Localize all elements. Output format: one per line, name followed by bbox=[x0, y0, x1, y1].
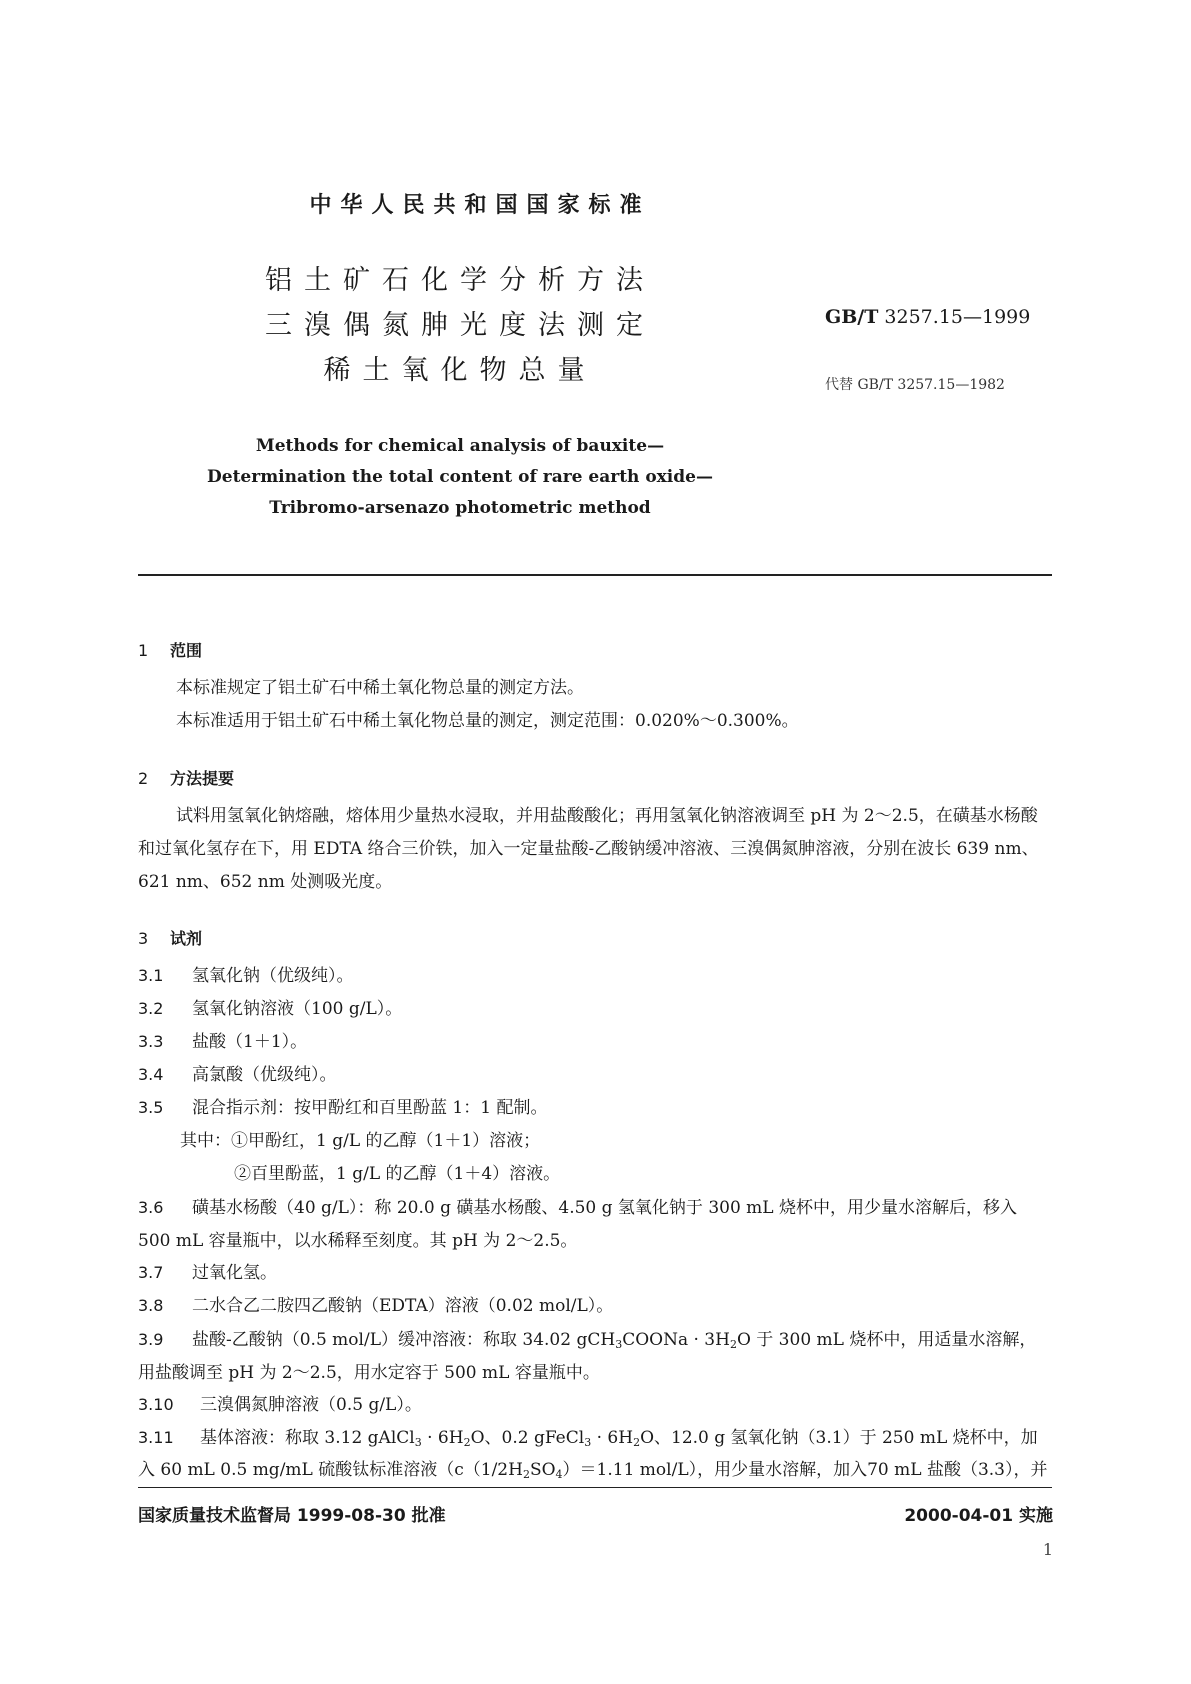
implementation-date: 2000-04-01 实施 bbox=[904, 1506, 1053, 1526]
item-text-c: O 于 300 mL 烧杯中，用适量水溶解，用盐酸调至 pH 为 2～2.5，用水定容于 500 mL 容量瓶中。 bbox=[138, 1330, 1037, 1383]
item-number: 3.11 bbox=[138, 1428, 174, 1447]
reagent-item bbox=[138, 1191, 1052, 1258]
section-2-number: 2 bbox=[138, 769, 149, 788]
reagent-item bbox=[138, 1290, 1052, 1322]
item-number: 3.5 bbox=[138, 1098, 164, 1117]
section-2-para: 试料用氢氧化钠熔融，熔体用少量热水浸取，并用盐酸酸化；再用氢氧化钠溶液调至 pH 为 2～2.5，在磺基水杨酸和过氧化氢存在下，用 EDTA 络合三价铁，加入一定量盐酸-乙酸钠缓冲溶液、三溴偶氮胂溶液，分别在波长 639 nm、621 nm、652 nm 处测吸光度。 bbox=[138, 806, 1039, 892]
english-title-line-1: Methods for chemical analysis of bauxite— bbox=[255, 436, 665, 456]
section-3-heading bbox=[138, 926, 202, 949]
title-line-1: 铝土矿石化学分析方法 bbox=[265, 265, 655, 296]
item-number: 3.6 bbox=[138, 1198, 164, 1217]
item-text-p2: · 6H bbox=[421, 1428, 464, 1448]
item-text: 混合指示剂：按甲酚红和百里酚蓝 1：1 配制。 bbox=[192, 1098, 548, 1118]
item-number: 3.4 bbox=[138, 1065, 164, 1084]
subscript: 2 bbox=[463, 1436, 471, 1449]
item-text-p6: SO bbox=[529, 1460, 556, 1480]
reagent-item bbox=[138, 1026, 1052, 1058]
subscript: 3 bbox=[414, 1436, 422, 1449]
english-title-line-3: Tribromo-arsenazo photometric method bbox=[269, 498, 651, 518]
item-text-p4: · 6H bbox=[591, 1428, 634, 1448]
english-title-line-2: Determination the total content of rare earth oxide— bbox=[207, 467, 713, 487]
item-text: 氢氧化钠（优级纯）。 bbox=[192, 966, 354, 986]
item-text: 磺基水杨酸（40 g/L）：称 20.0 g 磺基水杨酸、4.50 g 氢氧化钠于 300 mL 烧杯中，用少量水溶解后，移入 500 mL 容量瓶中，以水稀释至刻度。其 pH 为 2～2.5。 bbox=[138, 1198, 1017, 1251]
section-2-title: 方法提要 bbox=[170, 769, 235, 788]
subscript: 2 bbox=[522, 1468, 530, 1481]
item-number: 3.2 bbox=[138, 999, 164, 1018]
reagent-item bbox=[138, 960, 1052, 992]
reagent-item bbox=[138, 1323, 1052, 1390]
section-3-number: 3 bbox=[138, 929, 149, 948]
item-text-b: COONa · 3H bbox=[622, 1330, 730, 1350]
subscript: 2 bbox=[729, 1338, 737, 1351]
standard-code bbox=[825, 306, 1030, 328]
section-2-heading bbox=[138, 766, 234, 789]
item-text: 三溴偶氮胂溶液（0.5 g/L）。 bbox=[200, 1395, 422, 1415]
subscript: 3 bbox=[584, 1436, 592, 1449]
title-line-2: 三溴偶氮胂光度法测定 bbox=[265, 310, 655, 341]
item-text-p5: O、12.0 g 氢氧化钠（3.1）于 250 mL 烧杯中，加入 60 mL 0.5 mg/mL 硫酸钛标准溶液（c（1/2H bbox=[138, 1428, 1038, 1480]
standard-code-prefix: GB/T bbox=[825, 306, 879, 328]
replaces-code: 代替 GB/T 3257.15—1982 bbox=[825, 377, 1005, 393]
reagent-item bbox=[138, 1059, 1052, 1091]
item-text-p3: O、0.2 gFeCl bbox=[470, 1428, 585, 1448]
indicator-sub-item-1: 其中：①甲酚红，1 g/L 的乙醇（1＋1）溶液； bbox=[180, 1131, 541, 1151]
item-text: 高氯酸（优级纯）。 bbox=[192, 1065, 337, 1085]
item-text: 氢氧化钠溶液（100 g/L）。 bbox=[192, 999, 403, 1019]
item-text-p1: 基体溶液：称取 3.12 gAlCl bbox=[200, 1428, 415, 1448]
footer-divider bbox=[138, 1487, 1052, 1488]
section-1-heading bbox=[138, 638, 202, 661]
section-1-number: 1 bbox=[138, 641, 149, 660]
standard-code-number: 3257.15—1999 bbox=[884, 306, 1031, 328]
subscript: 4 bbox=[555, 1468, 563, 1481]
page-number: 1 bbox=[1042, 1540, 1053, 1559]
section-3-title: 试剂 bbox=[170, 929, 203, 948]
national-standard-heading: 中华人民共和国国家标准 bbox=[309, 193, 651, 218]
reagent-item bbox=[138, 1092, 1052, 1124]
section-1-title: 范围 bbox=[170, 641, 203, 660]
indicator-sub-item-2: ②百里酚蓝，1 g/L 的乙醇（1＋4）溶液。 bbox=[234, 1164, 561, 1184]
reagent-item bbox=[138, 1422, 1052, 1486]
item-text: 二水合乙二胺四乙酸钠（EDTA）溶液（0.02 mol/L）。 bbox=[192, 1296, 614, 1316]
header-divider bbox=[138, 574, 1052, 576]
item-text-a: 盐酸-乙酸钠（0.5 mol/L）缓冲溶液：称取 34.02 gCH bbox=[192, 1330, 616, 1350]
reagent-item bbox=[138, 1257, 1052, 1289]
section-1-para-2: 本标准适用于铝土矿石中稀土氧化物总量的测定，测定范围：0.020%～0.300%。 bbox=[176, 711, 799, 731]
item-number: 3.7 bbox=[138, 1263, 164, 1282]
item-number: 3.10 bbox=[138, 1395, 174, 1414]
item-text-p7: ）＝1.11 mol/L），用少量水溶解，加入70 mL 盐酸（3.3），并 bbox=[562, 1460, 1048, 1480]
item-number: 3.9 bbox=[138, 1330, 164, 1349]
subscript: 3 bbox=[615, 1338, 623, 1351]
subscript: 2 bbox=[633, 1436, 641, 1449]
item-number: 3.8 bbox=[138, 1296, 164, 1315]
item-text: 盐酸（1＋1）。 bbox=[192, 1032, 308, 1052]
title-line-3: 稀土氧化物总量 bbox=[323, 355, 597, 386]
section-1-para-1: 本标准规定了铝土矿石中稀土氧化物总量的测定方法。 bbox=[176, 678, 584, 698]
reagent-item bbox=[138, 993, 1052, 1025]
reagent-item bbox=[138, 1389, 1052, 1421]
item-number: 3.3 bbox=[138, 1032, 164, 1051]
approval-date: 国家质量技术监督局 1999-08-30 批准 bbox=[138, 1506, 446, 1526]
item-text: 过氧化氢。 bbox=[192, 1263, 277, 1283]
item-number: 3.1 bbox=[138, 966, 164, 985]
